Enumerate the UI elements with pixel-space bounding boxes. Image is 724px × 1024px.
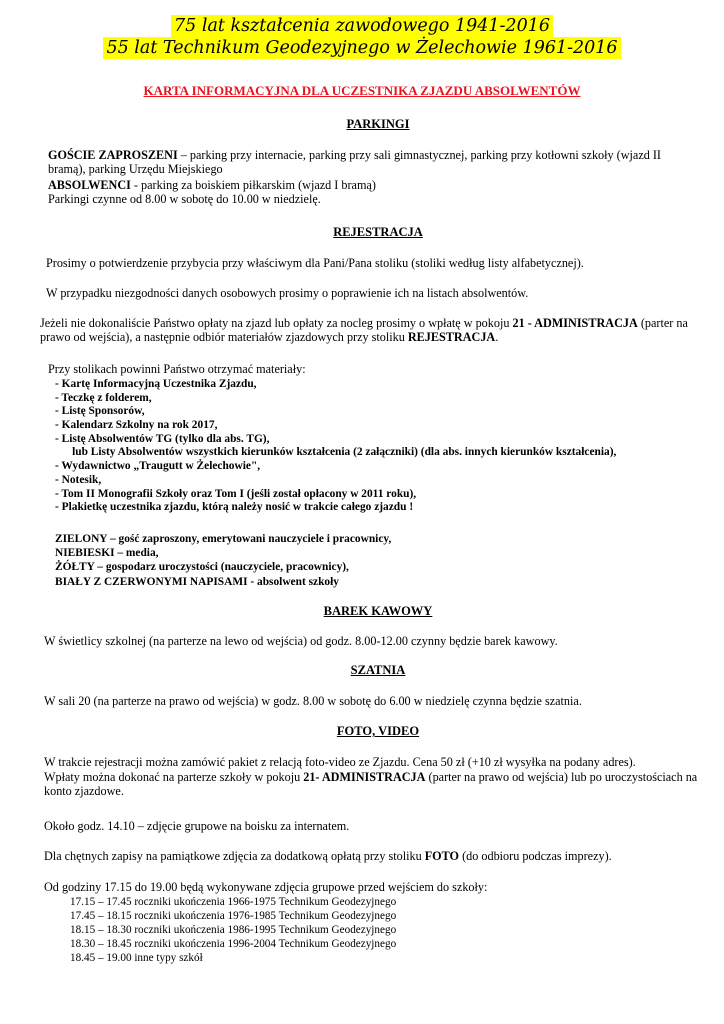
badge-color-item: BIAŁY Z CZERWONYMI NAPISAMI - absolwent szkoły bbox=[55, 575, 339, 588]
parking-alumni-label: ABSOLWENCI bbox=[48, 178, 131, 192]
registration-paragraph-1: Prosimy o potwierdzenie przybycia przy właściwym dla Pani/Pana stoliku (stoliki według listy alfabetycznej). bbox=[46, 256, 584, 270]
list-item: - Listę Sponsorów, bbox=[55, 405, 145, 418]
badge-color-item: ŻÓŁTY – gospodarz uroczystości (nauczyciele, pracownicy), bbox=[55, 561, 349, 574]
photo-p2-room: 21- ADMINISTRACJA bbox=[303, 770, 426, 784]
cloakroom-text: W sali 20 (na parterze na prawo od wejścia) w godz. 8.00 w sobotę do 6.00 w niedzielę czynna będzie szatnia. bbox=[44, 694, 582, 708]
list-item: - Listę Absolwentów TG (tylko dla abs. TG), bbox=[55, 432, 270, 445]
list-item: - Plakietkę uczestnika zjazdu, którą należy nosić w trakcie całego zjazdu ! bbox=[55, 501, 414, 514]
registration-p3-desk: REJESTRACJA bbox=[407, 330, 496, 344]
photo-p2-text-a: Wpłaty można dokonać na parterze szkoły w pokoju bbox=[44, 770, 304, 784]
list-item: - Kartę Informacyjną Uczestnika Zjazdu, bbox=[55, 378, 257, 390]
photo-p2-text-c: (parter na prawo od wejścia) lub po uroczystościach na konto zjazdowe. bbox=[44, 770, 698, 798]
badge-color-legend bbox=[55, 532, 391, 589]
parking-guests bbox=[48, 148, 698, 176]
photo-p4-text-c: (do odbioru podczas imprezy). bbox=[459, 849, 612, 863]
registration-p3-room: 21 - ADMINISTRACJA bbox=[512, 316, 638, 330]
registration-paragraph-3 bbox=[40, 316, 705, 344]
photo-p4-text-a: Dla chętnych zapisy na pamiątkowe zdjęcia za dodatkową opłatą przy stoliku bbox=[44, 849, 425, 863]
registration-p3-text-a: Jeżeli nie dokonaliście Państwo opłaty na zjazd lub opłaty za nocleg prosimy o wpłatę w pokoju bbox=[40, 316, 513, 330]
photo-p4-desk: FOTO bbox=[424, 849, 460, 863]
header-titles bbox=[0, 15, 724, 59]
materials-intro: Przy stolikach powinni Państwo otrzymać materiały: bbox=[48, 362, 306, 376]
list-item: - Kalendarz Szkolny na rok 2017, bbox=[55, 419, 218, 432]
registration-p3-text-c: (parter na prawo od wejścia), a następnie odbiór materiałów zjazdowych przy stoliku bbox=[40, 316, 688, 344]
list-item: - Tom II Monografii Szkoły oraz Tom I (jeśli został opłacony w 2011 roku), bbox=[55, 487, 417, 500]
badge-color-item: ZIELONY – gość zaproszony, emerytowani nauczyciele i pracownicy, bbox=[55, 533, 392, 545]
list-item: - Teczkę z folderem, bbox=[55, 391, 152, 404]
parking-guests-label: GOŚCIE ZAPROSZENI bbox=[48, 148, 178, 162]
list-item: - Notesik, bbox=[55, 473, 102, 486]
badge-color-item: NIEBIESKI – media, bbox=[55, 547, 159, 560]
schedule-item: 18.45 – 19.00 inne typy szkół bbox=[70, 951, 203, 964]
photo-schedule bbox=[70, 895, 396, 964]
section-heading-coffee: BAREK KAWOWY bbox=[323, 604, 433, 618]
section-heading-cloakroom: SZATNIA bbox=[350, 663, 406, 677]
list-item: - Wydawnictwo „Traugutt w Żelechowie", bbox=[55, 460, 261, 473]
photo-paragraph-4 bbox=[44, 849, 714, 863]
section-heading-registration: REJESTRACJA bbox=[333, 225, 423, 239]
schedule-item: 17.15 – 17.45 roczniki ukończenia 1966-1975 Technikum Geodezyjnego bbox=[70, 896, 397, 908]
photo-paragraph-1: W trakcie rejestracji można zamówić pakiet z relacją foto-video ze Zjazdu. Cena 50 zł (+10 zł wysyłka na podany adres). bbox=[44, 755, 636, 769]
document-title: KARTA INFORMACYJNA DLA UCZESTNIKA ZJAZDU ABSOLWENTÓW bbox=[143, 83, 581, 98]
schedule-item: 17.45 – 18.15 roczniki ukończenia 1976-1985 Technikum Geodezyjnego bbox=[70, 909, 397, 922]
section-heading-parking: PARKINGI bbox=[346, 117, 410, 131]
parking-alumni-text: - parking za boiskiem piłkarskim (wjazd I bramą) bbox=[130, 178, 376, 192]
photo-paragraph-5: Od godziny 17.15 do 19.00 będą wykonywane zdjęcia grupowe przed wejściem do szkoły: bbox=[44, 880, 488, 894]
list-item: lub Listy Absolwentów wszystkich kierunków kształcenia (2 załączniki) (dla abs. innych kierunków kształcenia), bbox=[55, 446, 617, 459]
registration-paragraph-2: W przypadku niezgodności danych osobowych prosimy o poprawienie ich na listach absolwentów. bbox=[46, 286, 529, 300]
parking-alumni bbox=[48, 178, 698, 192]
photo-paragraph-3: Około godz. 14.10 – zdjęcie grupowe na boisku za internatem. bbox=[44, 819, 350, 833]
header-title-line1: 75 lat kształcenia zawodowego 1941-2016 bbox=[171, 15, 553, 37]
coffee-text: W świetlicy szkolnej (na parterze na lewo od wejścia) od godz. 8.00-12.00 czynny będzie barek kawowy. bbox=[44, 634, 558, 648]
registration-p3-text-e: . bbox=[495, 330, 499, 344]
materials-list bbox=[55, 377, 616, 514]
photo-paragraph-2 bbox=[44, 770, 704, 798]
parking-hours: Parkingi czynne od 8.00 w sobotę do 10.00 w niedzielę. bbox=[48, 192, 321, 206]
section-heading-photo: FOTO, VIDEO bbox=[336, 724, 420, 738]
header-title-line2: 55 lat Technikum Geodezyjnego w Żelechowie 1961-2016 bbox=[103, 37, 620, 59]
schedule-item: 18.15 – 18.30 roczniki ukończenia 1986-1995 Technikum Geodezyjnego bbox=[70, 923, 397, 936]
schedule-item: 18.30 – 18.45 roczniki ukończenia 1996-2004 Technikum Geodezyjnego bbox=[70, 937, 397, 950]
parking-guests-text: – parking przy internacie, parking przy sali gimnastycznej, parking przy kotłowni szkoły (wjazd II bramą), parking Urzędu Miejskiego bbox=[48, 148, 661, 176]
